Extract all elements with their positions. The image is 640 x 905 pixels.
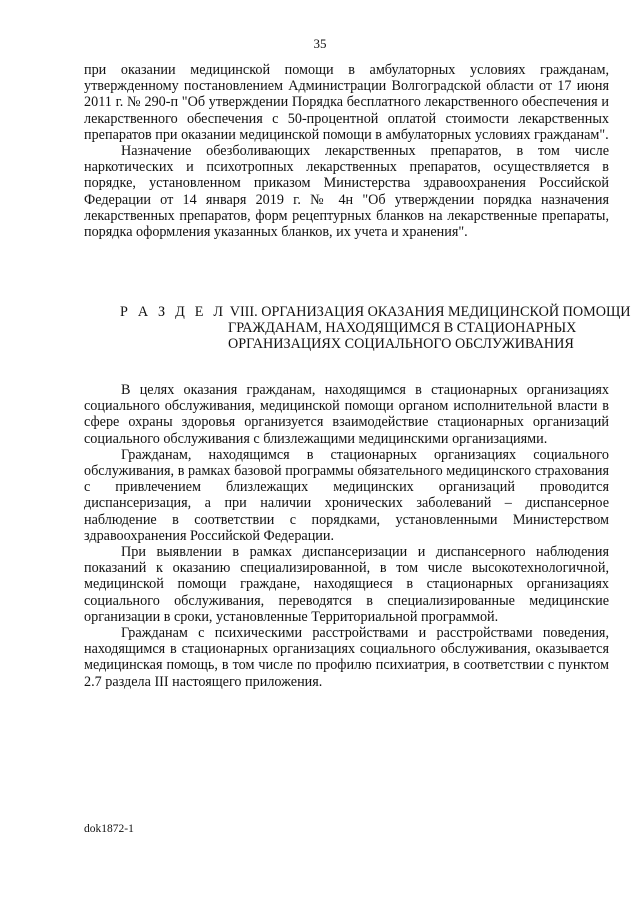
section-title-line-3: ОРГАНИЗАЦИЯХ СОЦИАЛЬНОГО ОБСЛУЖИВАНИЯ <box>228 336 574 353</box>
page-number: 35 <box>313 36 327 51</box>
section-title-line-1: VIII. ОРГАНИЗАЦИЯ ОКАЗАНИЯ МЕДИЦИНСКОЙ ПОМОЩИ <box>229 304 631 320</box>
paragraph-interaction: В целях оказания гражданам, находящимся в стационарных организациях социального обслуживания, медицинской помощи органом исполнительной власти в сфере охраны здоровья организуется взаимодействие стационарных организаций социального обслуживания с близлежащими медицинскими организациями. <box>84 382 609 447</box>
section-label: Р А З Д Е Л <box>120 304 227 320</box>
section-heading <box>120 304 631 353</box>
section-title-line-2: ГРАЖДАНАМ, НАХОДЯЩИМСЯ В СТАЦИОНАРНЫХ <box>228 320 577 337</box>
top-text-block <box>84 62 609 240</box>
paragraph-dispensary: Гражданам, находящимся в стационарных организациях социального обслуживания, в рамках базовой программы обязательного медицинского страхования с привлечением близлежащих медицинских организаций проводится диспансеризация, а при наличии хронических заболеваний – диспансерное наблюдение в соответствии с порядками, установленными Министерством здравоохранения Российской Федерации. <box>84 446 609 544</box>
paragraph-specialized-care: При выявлении в рамках диспансеризации и диспансерного наблюдения показаний к оказанию специализированной, в том числе высокотехнологичной, медицинской помощи граждане, находящиеся в стационарных организациях социального обслуживания, переводятся в специализированные медицинские организации в сроки, установленные Территориальной программой. <box>84 544 609 625</box>
paragraph-psychiatric-care: Гражданам с психическими расстройствами и расстройствами поведения, находящимся в стационарных организациях социального обслуживания, оказывается медицинская помощь, в том числе по профилю психиатрия, в соответствии с пунктом 2.7 раздела III настоящего приложения. <box>84 625 609 690</box>
main-text-block <box>84 382 609 690</box>
document-code: dok1872-1 <box>84 823 134 835</box>
paragraph-painkillers: Назначение обезболивающих лекарственных препаратов, в том числе наркотических и психотропных лекарственных препаратов, осуществляется в порядке, установленном приказом Министерства здравоохранения Российской Федерации от 14 января 2019 г. № 4н "Об утверждении порядка назначения лекарственных препаратов, форм рецептурных бланков на лекарственные препараты, порядка оформления указанных бланков, их учета и хранения". <box>84 143 609 241</box>
paragraph-continuation: при оказании медицинской помощи в амбулаторных условиях гражданам, утвержденному постановлением Администрации Волгоградской области от 17 июня 2011 г. № 290-п "Об утверждении Порядка бесплатного лекарственного обеспечения и лекарственного обеспечения с 50-процентной оплатой стоимости лекарственных препаратов при оказании медицинской помощи в амбулаторных условиях гражданам". <box>84 62 609 143</box>
